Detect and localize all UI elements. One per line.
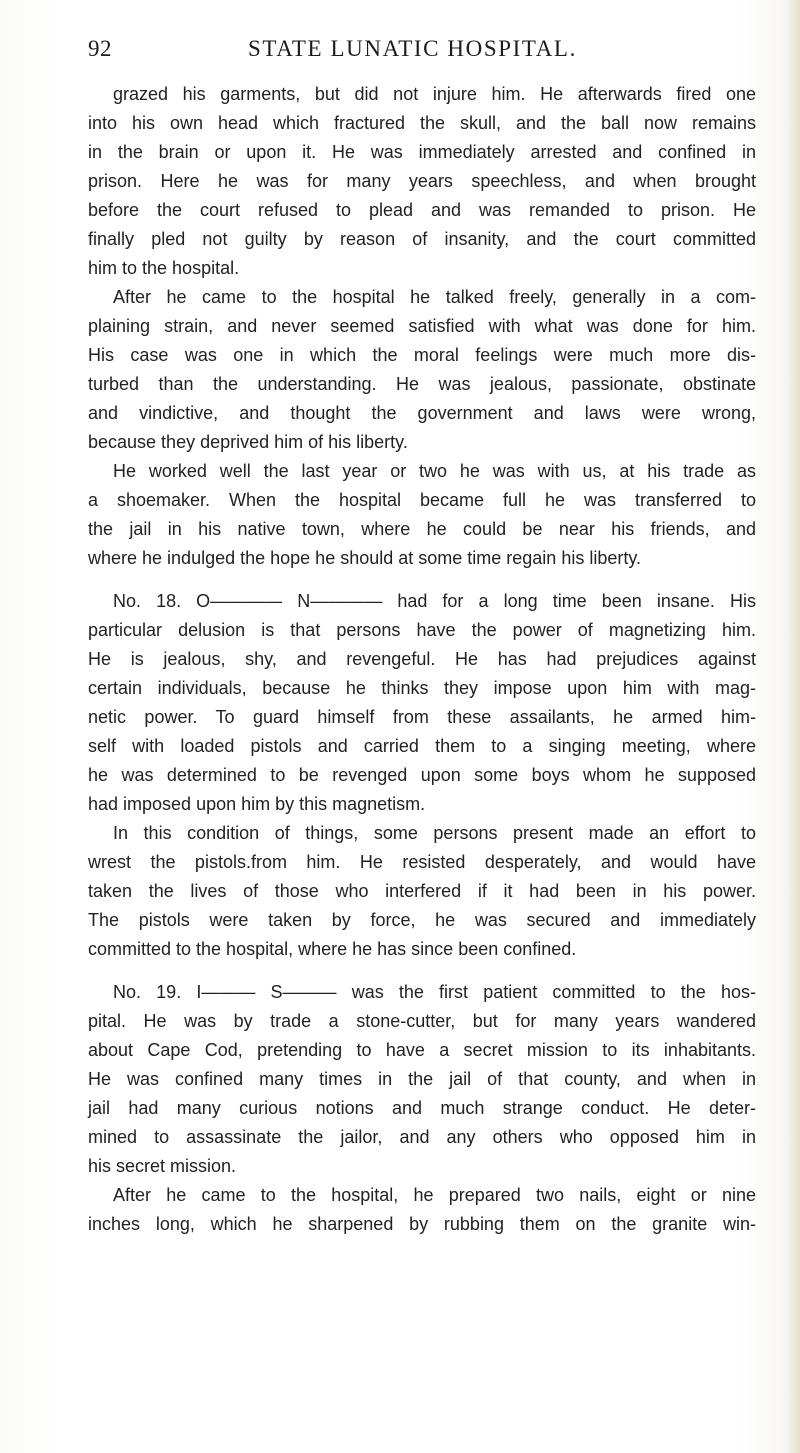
paragraph bbox=[88, 283, 756, 457]
text-line: and vindictive, and thought the government and laws were wrong, bbox=[88, 403, 756, 423]
text-line: The pistols were taken by force, he was secured and immediately bbox=[88, 910, 756, 930]
text-line: before the court refused to plead and was remanded to prison. He bbox=[88, 200, 756, 220]
paragraph bbox=[88, 457, 756, 573]
text-line: into his own head which fractured the skull, and the ball now remains bbox=[88, 113, 756, 133]
text-line: finally pled not guilty by reason of insanity, and the court committed bbox=[88, 229, 756, 249]
text-line: a shoemaker. When the hospital became full he was transferred to bbox=[88, 490, 756, 510]
text-line: about Cape Cod, pretending to have a secret mission to its inhabitants. bbox=[88, 1040, 756, 1060]
page-number: 92 bbox=[88, 36, 112, 61]
text-line: He worked well the last year or two he was with us, at his trade as bbox=[113, 461, 756, 481]
text-line: No. 19. I——— S——— was the first patient committed to the hos- bbox=[113, 982, 756, 1002]
page-edge-shadow bbox=[786, 0, 800, 1453]
text-line: He was confined many times in the jail of that county, and when in bbox=[88, 1069, 756, 1089]
text-line: had imposed upon him by this magnetism. bbox=[88, 794, 426, 814]
paragraph bbox=[88, 1181, 756, 1239]
text-line: In this condition of things, some persons present made an effort to bbox=[113, 823, 756, 843]
text-line: After he came to the hospital he talked freely, generally in a com- bbox=[113, 287, 756, 307]
text-line: taken the lives of those who interfered if it had been in his power. bbox=[88, 881, 756, 901]
text-line: grazed his garments, but did not injure him. He afterwards fired one bbox=[113, 84, 756, 104]
text-line: netic power. To guard himself from these assailants, he armed him- bbox=[88, 707, 756, 727]
text-line: After he came to the hospital, he prepared two nails, eight or nine bbox=[113, 1185, 756, 1205]
text-line: certain individuals, because he thinks they impose upon him with mag- bbox=[88, 678, 756, 698]
paragraph bbox=[88, 819, 756, 964]
text-line: turbed than the understanding. He was jealous, passionate, obstinate bbox=[88, 374, 756, 394]
text-line: committed to the hospital, where he has since been confined. bbox=[88, 939, 577, 959]
text-line: pital. He was by trade a stone-cutter, but for many years wandered bbox=[88, 1011, 756, 1031]
text-line: him to the hospital. bbox=[88, 258, 240, 278]
paragraph bbox=[88, 587, 756, 819]
text-line: he was determined to be revenged upon some boys whom he supposed bbox=[88, 765, 756, 785]
text-line: His case was one in which the moral feelings were much more dis- bbox=[88, 345, 756, 365]
text-line: where he indulged the hope he should at some time regain his liberty. bbox=[88, 548, 642, 568]
paragraph-gap bbox=[88, 573, 756, 587]
body-text bbox=[88, 80, 756, 1239]
paragraph bbox=[88, 80, 756, 283]
text-line: plaining strain, and never seemed satisfied with what was done for him. bbox=[88, 316, 756, 336]
text-line: inches long, which he sharpened by rubbing them on the granite win- bbox=[88, 1214, 756, 1234]
text-line: He is jealous, shy, and revengeful. He has had prejudices against bbox=[88, 649, 756, 669]
running-head: STATE LUNATIC HOSPITAL. bbox=[248, 36, 577, 61]
text-line: his secret mission. bbox=[88, 1156, 237, 1176]
text-line: wrest the pistols.from him. He resisted desperately, and would have bbox=[88, 852, 756, 872]
text-line: because they deprived him of his liberty. bbox=[88, 432, 408, 452]
text-line: jail had many curious notions and much strange conduct. He deter- bbox=[88, 1098, 756, 1118]
paragraph-gap bbox=[88, 964, 756, 978]
text-line: the jail in his native town, where he could be near his friends, and bbox=[88, 519, 756, 539]
text-line: particular delusion is that persons have the power of magnetizing him. bbox=[88, 620, 756, 640]
paragraph bbox=[88, 978, 756, 1181]
page-header bbox=[88, 36, 756, 68]
text-line: self with loaded pistols and carried them to a singing meeting, where bbox=[88, 736, 756, 756]
text-line: No. 18. O———— N———— had for a long time been insane. His bbox=[113, 591, 756, 611]
text-line: mined to assassinate the jailor, and any others who opposed him in bbox=[88, 1127, 756, 1147]
text-line: prison. Here he was for many years speechless, and when brought bbox=[88, 171, 756, 191]
text-line: in the brain or upon it. He was immediately arrested and confined in bbox=[88, 142, 756, 162]
